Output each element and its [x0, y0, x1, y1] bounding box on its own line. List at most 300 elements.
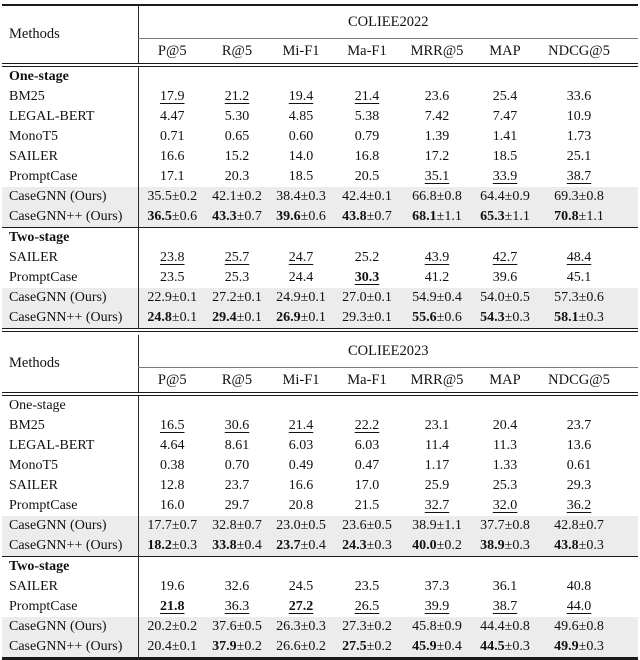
value-cell	[334, 187, 400, 207]
metric-value: 21.4	[354, 89, 380, 104]
value-cell	[206, 436, 268, 456]
value-cell	[474, 436, 536, 456]
metric-value: 37.3	[424, 579, 450, 594]
value-cell	[206, 127, 268, 147]
metric-value: 65.3	[480, 209, 505, 224]
value-cell	[400, 268, 474, 288]
std-dev: ±0.4	[436, 639, 462, 654]
value-cell	[268, 496, 334, 516]
value-cell	[474, 147, 536, 167]
value-cell	[400, 288, 474, 308]
value-cell	[536, 248, 638, 268]
table-row	[2, 87, 638, 107]
metric-value: 25.4	[492, 89, 518, 104]
std-dev: ±0.3	[578, 639, 604, 654]
metric-value: 33.9	[492, 169, 518, 184]
metric-value: 23.7	[566, 418, 592, 433]
metric-value: 27.2	[288, 599, 314, 614]
metric-value: 33.8	[212, 538, 237, 553]
metric-value: 20.4	[147, 639, 172, 654]
value-cell	[400, 476, 474, 496]
std-dev: ±0.3	[578, 310, 604, 325]
value-cell	[474, 577, 536, 597]
metric-value: 21.4	[288, 418, 314, 433]
empty-cell	[474, 228, 536, 249]
std-dev: ±0.3	[366, 538, 392, 553]
method-name: PromptCase	[9, 498, 78, 513]
metric-value: 20.8	[288, 498, 314, 513]
metric-value: 24.8	[147, 310, 172, 325]
metric-value: 30.6	[224, 418, 250, 433]
empty-cell	[334, 65, 400, 87]
metric-value: 41.2	[424, 270, 450, 285]
std-dev: ±0.3	[171, 538, 198, 553]
method-name: MonoT5	[9, 458, 58, 473]
metric-value: 23.5	[160, 270, 185, 285]
metric-value: 44.0	[566, 599, 592, 614]
value-cell	[536, 597, 638, 617]
value-cell	[474, 127, 536, 147]
metric-value: 27.2	[212, 290, 237, 305]
value-cell	[206, 597, 268, 617]
method-name: MonoT5	[9, 129, 58, 144]
column-header: MRR@5	[400, 368, 474, 395]
metric-value: 7.47	[492, 109, 518, 124]
std-dev: ±0.6	[578, 290, 604, 305]
value-cell	[334, 637, 400, 659]
value-cell	[268, 187, 334, 207]
metric-value: 25.9	[424, 478, 450, 493]
table-row	[2, 637, 638, 659]
value-cell	[334, 476, 400, 496]
value-cell	[268, 577, 334, 597]
metric-value: 37.9	[212, 639, 237, 654]
metric-value: 38.4	[276, 189, 301, 204]
metric-value: 24.3	[342, 538, 367, 553]
value-cell	[400, 167, 474, 187]
metric-value: 42.1	[212, 189, 237, 204]
metric-value: 26.9	[276, 310, 301, 325]
column-header: P@5	[138, 368, 206, 395]
value-cell	[138, 107, 206, 127]
value-cell	[268, 476, 334, 496]
section-label: One-stage	[9, 69, 69, 84]
table-row	[2, 187, 638, 207]
table-row	[2, 456, 638, 476]
metric-value: 37.6	[212, 619, 237, 634]
value-cell	[334, 416, 400, 436]
table-row	[2, 248, 638, 268]
value-cell	[536, 288, 638, 308]
value-cell	[334, 577, 400, 597]
metric-value: 0.79	[354, 129, 380, 144]
std-dev: ±0.8	[436, 189, 462, 204]
value-cell	[138, 207, 206, 228]
metric-value: 18.5	[492, 149, 518, 164]
value-cell	[206, 107, 268, 127]
method-name: LEGAL-BERT	[9, 109, 95, 124]
metric-value: 55.6	[412, 310, 437, 325]
value-cell	[268, 516, 334, 536]
column-header: MRR@5	[400, 39, 474, 66]
empty-cell	[474, 65, 536, 87]
value-cell	[268, 248, 334, 268]
metric-value: 18.2	[147, 538, 172, 553]
value-cell	[138, 496, 206, 516]
value-cell	[206, 637, 268, 659]
empty-cell	[400, 557, 474, 578]
std-dev: ±0.7	[366, 209, 392, 224]
value-cell	[536, 167, 638, 187]
value-cell	[400, 496, 474, 516]
method-name: CaseGNN++ (Ours)	[9, 310, 123, 325]
std-dev: ±0.7	[171, 518, 198, 533]
section-row	[2, 557, 638, 578]
value-cell	[334, 107, 400, 127]
value-cell	[206, 456, 268, 476]
std-dev: ±0.3	[578, 538, 604, 553]
metric-value: 43.9	[424, 250, 450, 265]
value-cell	[536, 268, 638, 288]
value-cell	[206, 416, 268, 436]
std-dev: ±0.3	[300, 619, 326, 634]
value-cell	[206, 308, 268, 330]
std-dev: ±0.1	[236, 310, 262, 325]
method-name: CaseGNN (Ours)	[9, 619, 107, 634]
metric-value: 48.4	[566, 250, 592, 265]
std-dev: ±0.2	[236, 639, 262, 654]
metric-value: 27.3	[342, 619, 367, 634]
header-row	[2, 335, 638, 368]
metric-value: 4.47	[160, 109, 185, 124]
empty-cell	[206, 228, 268, 249]
empty-cell	[268, 65, 334, 87]
value-cell	[138, 248, 206, 268]
std-dev: ±0.2	[300, 639, 326, 654]
metric-value: 42.8	[554, 518, 579, 533]
methods-header: Methods	[2, 335, 138, 394]
std-dev: ±0.7	[578, 518, 604, 533]
metric-value: 26.6	[276, 639, 301, 654]
metric-value: 0.70	[224, 458, 250, 473]
metric-value: 23.8	[160, 250, 185, 265]
metric-value: 20.4	[492, 418, 518, 433]
std-dev: ±0.3	[504, 310, 530, 325]
metric-value: 45.9	[412, 639, 437, 654]
std-dev: ±0.3	[504, 639, 530, 654]
metric-value: 23.7	[224, 478, 250, 493]
table-row	[2, 476, 638, 496]
value-cell	[536, 308, 638, 330]
metric-value: 38.9	[480, 538, 505, 553]
value-cell	[400, 308, 474, 330]
metric-value: 24.4	[288, 270, 314, 285]
metric-value: 0.49	[288, 458, 314, 473]
value-cell	[138, 536, 206, 557]
empty-cell	[268, 394, 334, 416]
value-cell	[474, 248, 536, 268]
column-header: MAP	[474, 39, 536, 66]
metric-value: 11.4	[425, 438, 449, 453]
metric-value: 5.30	[224, 109, 250, 124]
std-dev: ±0.7	[236, 209, 262, 224]
std-dev: ±0.7	[236, 518, 262, 533]
table-row	[2, 127, 638, 147]
metric-value: 29.3	[566, 478, 592, 493]
value-cell	[474, 516, 536, 536]
section-label: One-stage	[9, 398, 66, 413]
metric-value: 43.3	[212, 209, 237, 224]
value-cell	[268, 416, 334, 436]
std-dev: ±0.5	[366, 518, 392, 533]
value-cell	[474, 268, 536, 288]
method-name: SAILER	[9, 250, 58, 265]
metric-value: 19.4	[288, 89, 314, 104]
metric-value: 22.2	[354, 418, 380, 433]
table-row	[2, 617, 638, 637]
metric-value: 13.6	[566, 438, 592, 453]
metric-value: 38.7	[566, 169, 592, 184]
metric-value: 1.17	[424, 458, 450, 473]
metric-value: 10.9	[566, 109, 592, 124]
table-row	[2, 288, 638, 308]
metric-value: 12.8	[160, 478, 185, 493]
value-cell	[334, 167, 400, 187]
empty-cell	[474, 394, 536, 416]
metric-value: 17.0	[354, 478, 380, 493]
std-dev: ±0.1	[300, 290, 326, 305]
section-label: Two-stage	[2, 557, 138, 578]
results-table	[2, 335, 638, 660]
metric-value: 27.0	[342, 290, 367, 305]
metric-value: 18.5	[288, 169, 314, 184]
value-cell	[138, 617, 206, 637]
std-dev: ±0.1	[366, 189, 392, 204]
std-dev: ±0.6	[171, 209, 198, 224]
value-cell	[334, 207, 400, 228]
value-cell	[206, 496, 268, 516]
value-cell	[536, 516, 638, 536]
metric-value: 16.6	[160, 149, 185, 164]
std-dev: ±0.6	[436, 310, 462, 325]
value-cell	[334, 87, 400, 107]
metric-value: 24.9	[276, 290, 301, 305]
value-cell	[400, 436, 474, 456]
metric-value: 20.2	[147, 619, 172, 634]
value-cell	[268, 147, 334, 167]
metric-value: 36.3	[224, 599, 250, 614]
metric-value: 35.1	[424, 169, 450, 184]
value-cell	[138, 577, 206, 597]
table-row	[2, 308, 638, 330]
std-dev: ±0.5	[504, 290, 530, 305]
metric-value: 38.9	[412, 518, 437, 533]
metric-value: 40.8	[566, 579, 592, 594]
value-cell	[206, 617, 268, 637]
section-row	[2, 394, 638, 416]
value-cell	[536, 207, 638, 228]
dataset-header: COLIEE2023	[138, 335, 638, 368]
column-header: Ma-F1	[334, 39, 400, 66]
method-name: PromptCase	[9, 270, 78, 285]
metric-value: 4.64	[160, 438, 185, 453]
methods-header: Methods	[2, 5, 138, 65]
empty-cell	[268, 557, 334, 578]
std-dev: ±0.1	[366, 310, 392, 325]
value-cell	[206, 167, 268, 187]
value-cell	[138, 637, 206, 659]
column-header: MAP	[474, 368, 536, 395]
value-cell	[400, 187, 474, 207]
table-row	[2, 207, 638, 228]
method-name: LEGAL-BERT	[9, 438, 95, 453]
value-cell	[536, 496, 638, 516]
metric-value: 54.3	[480, 310, 505, 325]
column-header: NDCG@5	[536, 368, 638, 395]
metric-value: 11.3	[493, 438, 517, 453]
value-cell	[206, 516, 268, 536]
metric-value: 0.61	[566, 458, 592, 473]
table-row	[2, 416, 638, 436]
value-cell	[474, 87, 536, 107]
column-header: Ma-F1	[334, 368, 400, 395]
metric-value: 0.65	[224, 129, 250, 144]
value-cell	[268, 308, 334, 330]
value-cell	[206, 87, 268, 107]
metric-value: 19.6	[160, 579, 185, 594]
table-row	[2, 597, 638, 617]
metric-value: 5.38	[354, 109, 380, 124]
empty-cell	[138, 65, 206, 87]
metric-value: 26.5	[354, 599, 380, 614]
value-cell	[400, 536, 474, 557]
metric-value: 0.38	[160, 458, 185, 473]
column-header: R@5	[206, 368, 268, 395]
value-cell	[400, 617, 474, 637]
table-row	[2, 536, 638, 557]
metric-value: 1.39	[424, 129, 450, 144]
value-cell	[206, 288, 268, 308]
metric-value: 68.1	[412, 209, 437, 224]
metric-value: 36.1	[492, 579, 518, 594]
value-cell	[400, 87, 474, 107]
std-dev: ±1.1	[578, 209, 604, 224]
std-dev: ±0.3	[504, 538, 530, 553]
value-cell	[138, 597, 206, 617]
value-cell	[474, 107, 536, 127]
metric-value: 0.47	[354, 458, 380, 473]
metric-value: 17.2	[424, 149, 450, 164]
metric-value: 66.8	[412, 189, 437, 204]
value-cell	[400, 637, 474, 659]
empty-cell	[334, 394, 400, 416]
value-cell	[536, 436, 638, 456]
metric-value: 25.7	[224, 250, 250, 265]
metric-value: 29.7	[224, 498, 250, 513]
value-cell	[400, 456, 474, 476]
table-row	[2, 516, 638, 536]
value-cell	[334, 597, 400, 617]
value-cell	[334, 617, 400, 637]
metric-value: 40.0	[412, 538, 437, 553]
method-name: CaseGNN (Ours)	[9, 189, 107, 204]
std-dev: ±0.2	[366, 639, 392, 654]
table-row	[2, 436, 638, 456]
metric-value: 21.5	[354, 498, 380, 513]
metric-value: 16.5	[160, 418, 185, 433]
metric-value: 49.9	[554, 639, 579, 654]
value-cell	[536, 536, 638, 557]
value-cell	[400, 207, 474, 228]
value-cell	[400, 577, 474, 597]
value-cell	[474, 167, 536, 187]
empty-cell	[536, 394, 638, 416]
value-cell	[138, 456, 206, 476]
value-cell	[536, 187, 638, 207]
metric-value: 0.60	[288, 129, 314, 144]
metric-value: 15.2	[224, 149, 250, 164]
value-cell	[206, 476, 268, 496]
value-cell	[474, 456, 536, 476]
empty-cell	[334, 557, 400, 578]
results-table-coliee2023	[2, 335, 638, 660]
value-cell	[536, 87, 638, 107]
method-name: CaseGNN (Ours)	[9, 518, 107, 533]
value-cell	[334, 308, 400, 330]
value-cell	[536, 577, 638, 597]
value-cell	[268, 87, 334, 107]
value-cell	[334, 288, 400, 308]
metric-value: 45.8	[412, 619, 437, 634]
empty-cell	[400, 65, 474, 87]
std-dev: ±0.2	[171, 189, 198, 204]
value-cell	[138, 87, 206, 107]
std-dev: ±0.2	[236, 189, 262, 204]
metric-value: 21.8	[160, 599, 185, 614]
metric-value: 43.8	[342, 209, 367, 224]
header-row	[2, 5, 638, 39]
metric-value: 24.5	[288, 579, 314, 594]
method-name: SAILER	[9, 478, 58, 493]
metric-value: 24.7	[288, 250, 314, 265]
value-cell	[206, 187, 268, 207]
method-name: CaseGNN++ (Ours)	[9, 209, 123, 224]
value-cell	[138, 308, 206, 330]
std-dev: ±0.5	[300, 518, 326, 533]
value-cell	[474, 187, 536, 207]
value-cell	[536, 147, 638, 167]
value-cell	[268, 536, 334, 557]
value-cell	[474, 617, 536, 637]
section-row	[2, 65, 638, 87]
std-dev: ±0.8	[578, 619, 604, 634]
value-cell	[268, 597, 334, 617]
method-name: CaseGNN (Ours)	[9, 290, 107, 305]
value-cell	[268, 268, 334, 288]
results-table-coliee2022	[2, 4, 638, 332]
empty-cell	[138, 228, 206, 249]
empty-cell	[206, 557, 268, 578]
metric-value: 16.6	[288, 478, 314, 493]
metric-value: 16.8	[354, 149, 380, 164]
value-cell	[268, 456, 334, 476]
empty-cell	[268, 228, 334, 249]
std-dev: ±0.1	[171, 310, 198, 325]
column-header: Mi-F1	[268, 368, 334, 395]
empty-cell	[206, 394, 268, 416]
value-cell	[206, 207, 268, 228]
empty-cell	[400, 394, 474, 416]
